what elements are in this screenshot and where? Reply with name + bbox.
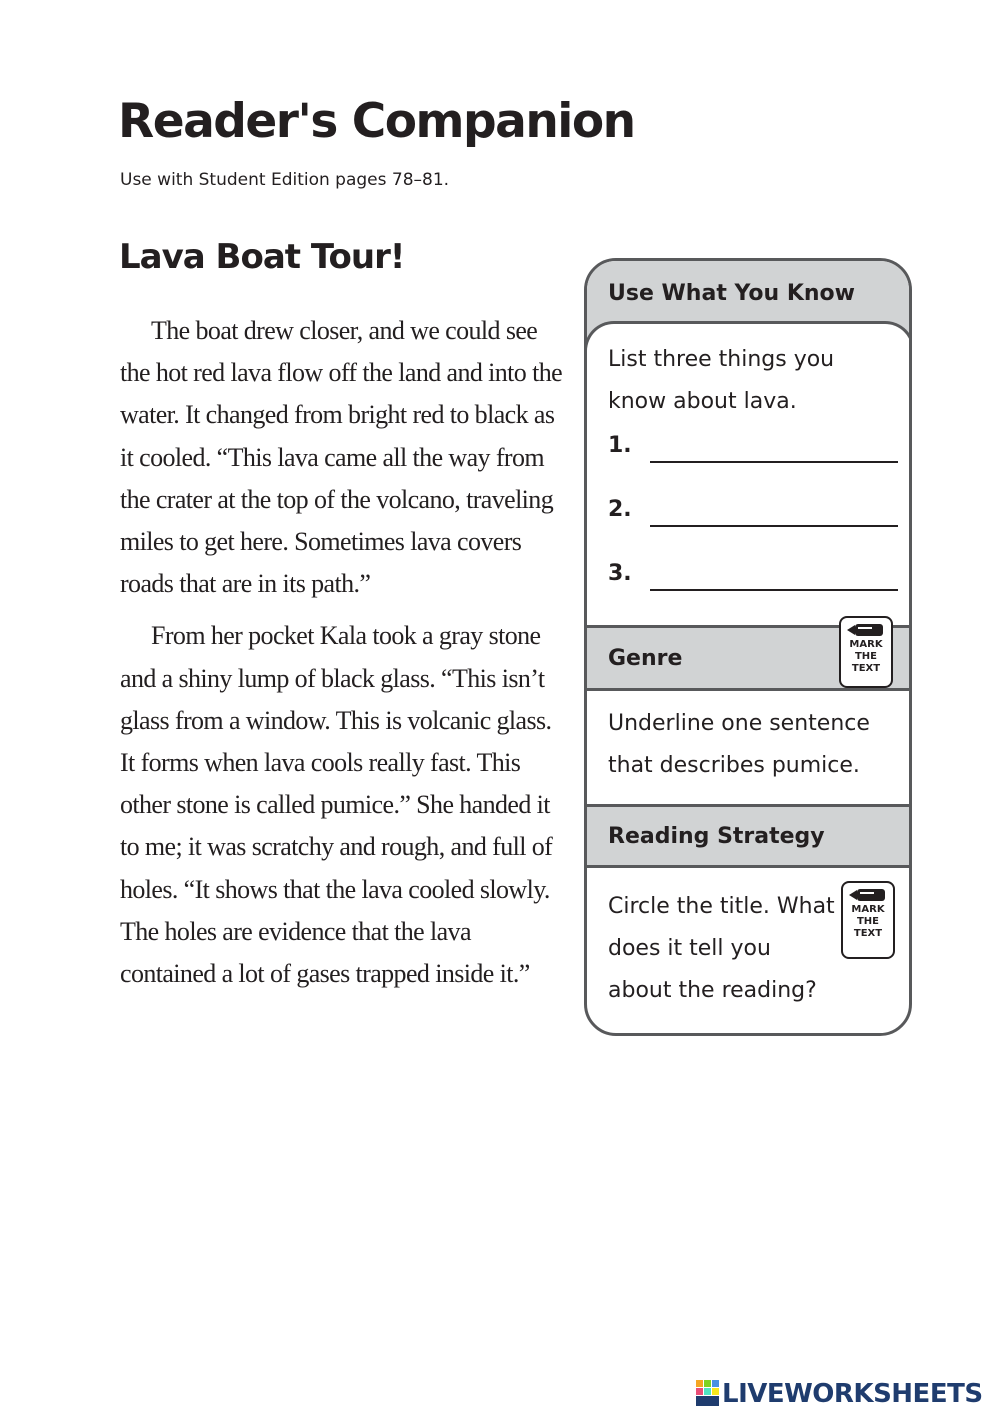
story-paragraph: From her pocket Kala took a gray stone and a shiny lump of black glass. “This isn’t glass from a window. This is volcanic glass. It forms when lava cools really fast. This other stone is called pumice.” She handed it to me; it was scratchy and rough, and full of holes. “It shows that the lava cooled slowly. The holes are evidence that the lava contained a lot of gases trapped inside it.” [120,621,553,989]
story-text [120,310,570,995]
mark-the-text-badge [841,881,895,959]
page-title: Reader's Companion [118,94,635,149]
answer-line-2[interactable] [608,497,898,531]
badge-text: TEXT [853,928,883,939]
answer-rule [650,461,898,463]
genre-heading: Genre [587,625,909,691]
answer-rule [650,525,898,527]
answer-rule [650,589,898,591]
badge-text: THE [854,651,878,662]
answer-number: 3. [608,561,632,586]
marker-icon [846,623,886,637]
answer-number: 2. [608,497,632,522]
reading-strategy-prompt: Circle the title. What does it tell you about the reading? [608,894,835,1003]
use-what-you-know-prompt: List three things you know about lava. [608,347,835,414]
companion-panel [584,258,912,1036]
mark-the-text-badge [839,616,893,688]
marker-icon [848,888,888,902]
story-paragraph: The boat drew closer, and we could see the hot red lava flow off the land and into the water. It changed from bright red to black as it cooled. “This lava came all the way from the crater at the top of the volcano, traveling miles to get here. Sometimes lava covers roads that are in its path.” [120,316,563,599]
use-what-you-know-heading: Use What You Know [587,261,909,343]
liveworksheets-logo[interactable] [696,1376,983,1412]
badge-text: MARK [849,639,883,650]
badge-text: THE [856,916,880,927]
reading-strategy-heading: Reading Strategy [587,804,909,868]
story-title: Lava Boat Tour! [119,237,405,277]
answer-number: 1. [608,433,632,458]
logo-text: LIVEWORKSHEETS [722,1379,983,1409]
page-subtitle: Use with Student Edition pages 78–81. [120,170,450,190]
liveworksheets-logo-icon [696,1380,720,1408]
answer-line-3[interactable] [608,561,898,595]
answer-line-1[interactable] [608,433,898,467]
badge-text: TEXT [851,663,881,674]
genre-prompt: Underline one sentence that describes pumice. [608,711,870,778]
badge-text: MARK [851,904,885,915]
